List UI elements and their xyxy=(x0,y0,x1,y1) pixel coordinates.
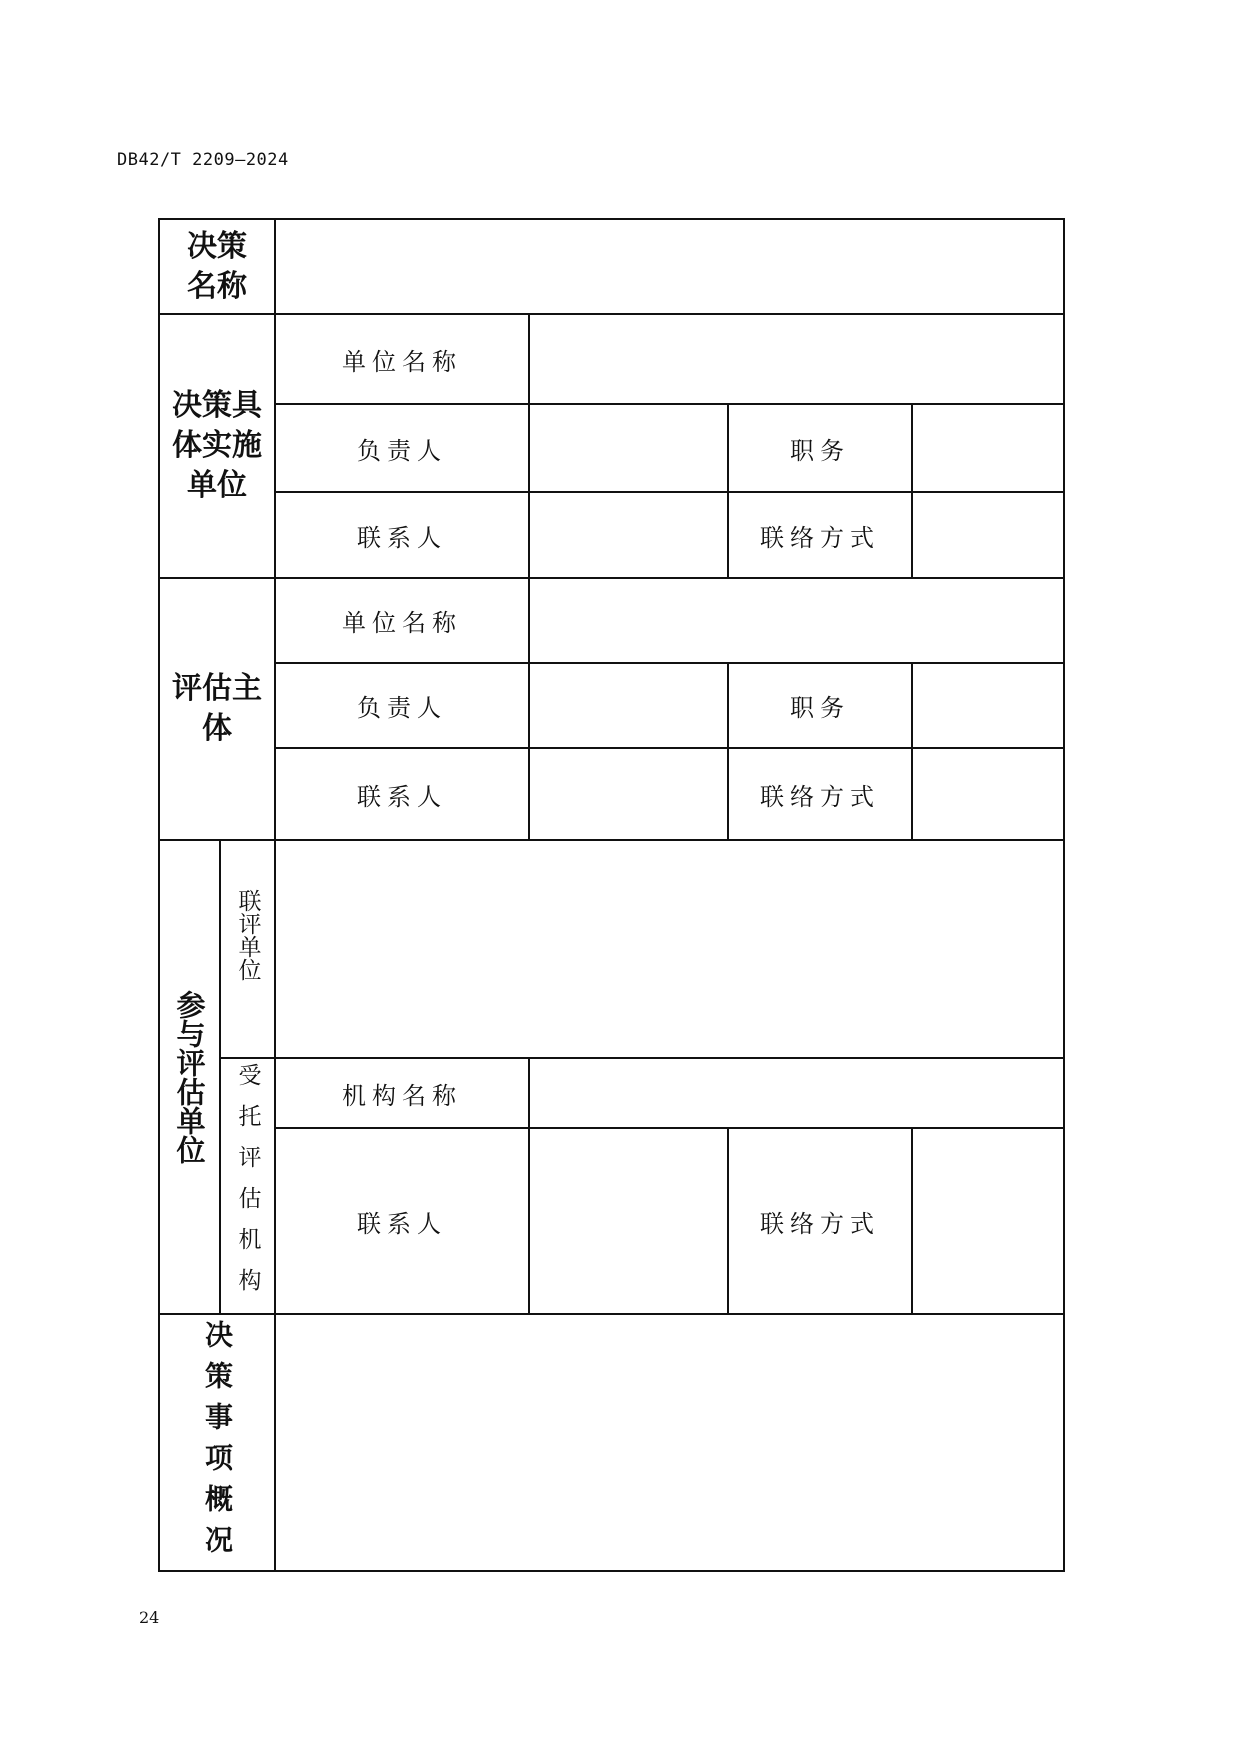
impl-contact-person-label: 联系人 xyxy=(357,523,447,552)
implementing-unit-label-line1: 决策具 xyxy=(172,388,262,423)
joint-unit-label: 联评单位 xyxy=(234,889,261,981)
decision-name-label-line1: 决策 xyxy=(187,228,247,264)
impl-person-in-charge-label: 负责人 xyxy=(357,436,447,465)
page-number: 24 xyxy=(139,1608,160,1627)
subject-position-field[interactable] xyxy=(913,664,1063,747)
agency-contact-method-label: 联络方式 xyxy=(760,1209,880,1238)
subject-unit-name-field[interactable] xyxy=(530,579,1063,662)
impl-contact-person-field[interactable] xyxy=(530,493,727,577)
subject-contact-person-field[interactable] xyxy=(530,749,727,839)
impl-person-in-charge-field[interactable] xyxy=(530,405,727,491)
decision-assessment-form xyxy=(158,218,1065,1572)
impl-unit-name-field[interactable] xyxy=(530,315,1063,403)
document-code: DB42/T 2209—2024 xyxy=(117,150,289,170)
participating-units-label: 参与评估单位 xyxy=(172,990,207,1164)
subject-person-in-charge-field[interactable] xyxy=(530,664,727,747)
impl-contact-method-label: 联络方式 xyxy=(760,523,880,552)
assessment-subject-label-line1: 评估主 xyxy=(172,671,262,706)
impl-position-label: 职务 xyxy=(790,436,850,465)
assessment-subject-label-line2: 体 xyxy=(202,711,232,746)
decision-name-field[interactable] xyxy=(276,220,1063,313)
impl-position-field[interactable] xyxy=(913,405,1063,491)
subject-position-label: 职务 xyxy=(790,694,850,722)
impl-unit-name-label: 单位名称 xyxy=(342,347,462,376)
joint-unit-field[interactable] xyxy=(276,841,1063,1057)
entrusted-agency-label: 受托评估机构 xyxy=(234,1063,261,1309)
entrusted-agency-label-cell xyxy=(221,1059,274,1313)
assessment-subject-label xyxy=(160,579,274,839)
participating-units-label-cell xyxy=(160,841,219,1313)
decision-overview-label: 决策事项概况 xyxy=(201,1319,234,1566)
joint-unit-label-cell xyxy=(221,841,274,1057)
impl-contact-method-field[interactable] xyxy=(913,493,1063,577)
implementing-unit-label xyxy=(160,315,274,577)
implementing-unit-label-line3: 单位 xyxy=(187,468,247,503)
decision-overview-label-cell xyxy=(160,1315,274,1570)
agency-name-field[interactable] xyxy=(530,1059,1063,1127)
agency-contact-person-field[interactable] xyxy=(530,1129,727,1313)
subject-contact-method-label: 联络方式 xyxy=(760,782,880,811)
subject-contact-method-field[interactable] xyxy=(913,749,1063,839)
agency-name-label: 机构名称 xyxy=(342,1081,462,1110)
implementing-unit-label-line2: 体实施 xyxy=(172,428,262,463)
agency-contact-method-field[interactable] xyxy=(913,1129,1063,1313)
subject-unit-name-label: 单位名称 xyxy=(342,609,462,637)
subject-contact-person-label: 联系人 xyxy=(357,782,447,811)
decision-name-label xyxy=(160,220,274,313)
decision-overview-field[interactable] xyxy=(276,1315,1063,1570)
agency-contact-person-label: 联系人 xyxy=(357,1209,447,1238)
decision-name-label-line2: 名称 xyxy=(187,268,247,304)
subject-person-in-charge-label: 负责人 xyxy=(357,694,447,722)
